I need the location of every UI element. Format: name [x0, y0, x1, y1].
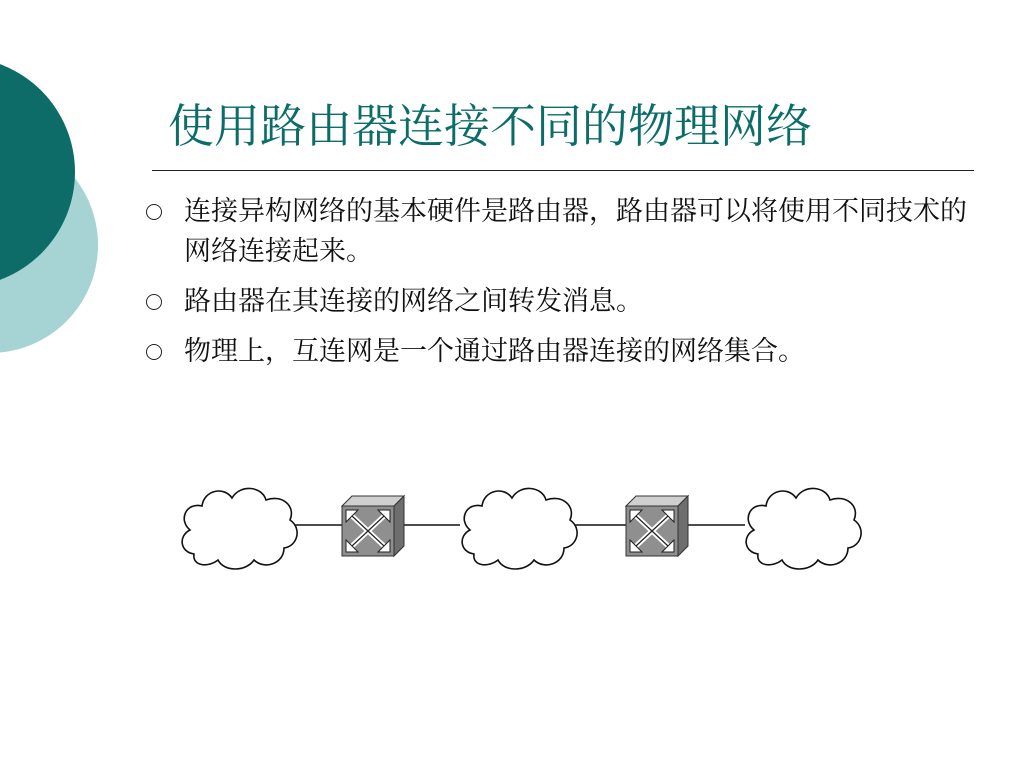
router-icon [342, 496, 404, 556]
bullet-item [140, 332, 980, 372]
router-icon [626, 496, 688, 556]
bullet-item [140, 192, 980, 272]
title-divider [152, 170, 974, 171]
network-diagram [160, 470, 880, 590]
cloud-icon [182, 488, 297, 569]
hollow-circle-bullet-icon [146, 204, 162, 220]
bullet-item [140, 282, 980, 322]
cloud-icon [746, 488, 861, 569]
bullet-text: 物理上，互连网是一个通过路由器连接的网络集合。 [184, 336, 805, 367]
cloud-icon [462, 488, 577, 569]
bullet-list [140, 192, 980, 382]
bullet-text: 路由器在其连接的网络之间转发消息。 [184, 286, 643, 317]
hollow-circle-bullet-icon [146, 344, 162, 360]
hollow-circle-bullet-icon [146, 294, 162, 310]
bullet-text: 连接异构网络的基本硬件是路由器，路由器可以将使用不同技术的网络连接起来。 [184, 196, 967, 267]
slide-title: 使用路由器连接不同的物理网络 [168, 99, 812, 153]
